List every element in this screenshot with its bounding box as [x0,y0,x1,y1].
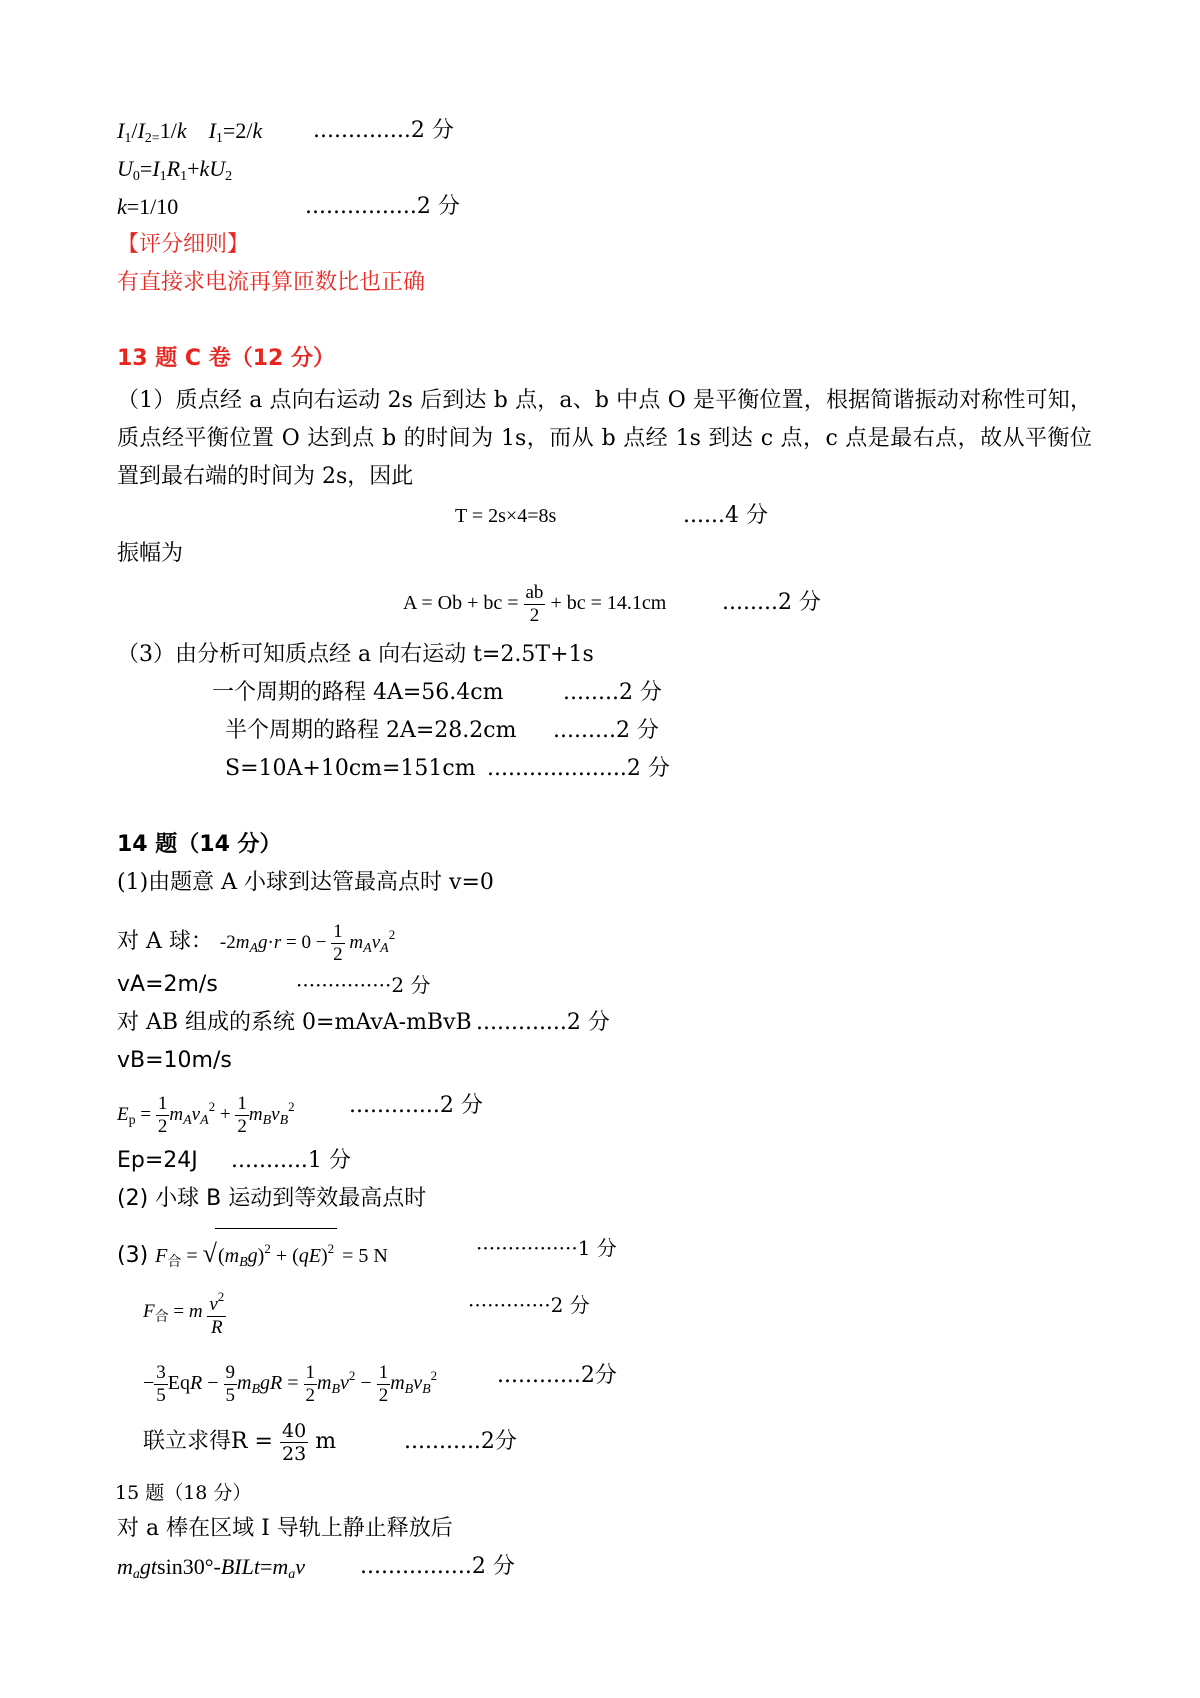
q14-part1: (1)由题意 A 小球到达管最高点时 v=0 [117,870,494,895]
q14-part3 [117,1228,388,1268]
score-2: ................2 分 [305,194,460,219]
q14-heading: 14 题（14 分） [117,832,282,857]
score-period: ......4 分 [683,503,768,528]
eq-energy-theorem-3-5: $\frac{3}{5}$ [156,1361,166,1406]
score-path-half: .........2 分 [553,718,659,743]
eq-energy-theorem-half-2: $\frac{1}{2}$ [378,1361,389,1406]
score-centripetal: ·············2 分 [468,1293,590,1317]
score-radius: ...........2分 [404,1429,517,1454]
score-energy: .............2 分 [349,1093,483,1118]
rule-text: 有直接求电流再算匝数比也正确 [117,270,426,295]
score-path-total: ....................2 分 [487,756,670,781]
q13-heading: 13 题 C 卷（12 分） [117,346,336,371]
q13-paragraph: （1）质点经 a 点向右运动 2s 后到达 b 点，a、b 中点 O 是平衡位置，根据简谐振动对称性可知，质点经平衡位置 O 达到点 b 的时间为 1s，而从 b 点经 1s 到达 c 点，c 点是最右点，故从平衡位置到最右端的时间为 2s，因此 [117,388,1092,489]
eq-q15-momentum: $m_agtsin30^\circ-BILt=m_av$ [117,1554,306,1582]
eq-voltage: $U_0=I_1R_1+kU_2$ [117,156,233,184]
eq-radius-den: 23 [282,1442,307,1465]
eq-energy-theorem-9-5: $\frac{9}{5}$ [225,1361,235,1406]
q15-part1: 对 a 棒在区域 I 导轨上静止释放后 [117,1516,453,1541]
q14-vb: vB=10m/s [117,1048,232,1073]
eq-resultant-force: $F_合 = √(m_Bg)^2 + (qE)^2 = 5$ N [155,1245,388,1267]
q14-radius-label: 联立求得R = [143,1429,273,1454]
eq-centripetal: $F_合 = m$ $\frac{v^2}{R}$ [143,1284,226,1340]
score-1: ..............2 分 [313,118,454,143]
score-ep: ...........1 分 [231,1148,351,1173]
q14-momentum: 对 AB 组成的系统 0=mAvA-mBvB [117,1010,472,1035]
q13-part3: （3）由分析可知质点经 a 向右运动 t=2.5T+1s [117,642,594,667]
eq-energy-theorem: − $\frac{3}{5}$ EqR − $\frac{9}{5}$ $m_BgR$ = $\frac{1}{2}$ $m_Bv^2$ − $\frac{1}{2}$ $m_Bv_B^2$ [143,1361,438,1406]
score-path-full: ........2 分 [563,680,662,705]
eq-amplitude-post: + bc = 14.1cm [550,592,667,614]
q14-ep: Ep=24J [117,1148,198,1173]
eq-amplitude-den: 2 [529,604,540,626]
eq-amplitude-fraction [524,582,546,627]
score-amplitude: ........2 分 [722,590,821,615]
score-energy-theorem: ............2分 [497,1363,617,1388]
score-q15-momentum: ................2 分 [360,1554,515,1579]
score-resultant-force: ················1 分 [476,1236,617,1260]
q13-path-full: 一个周期的路程 4A=56.4cm [212,680,504,705]
eq-k: k=1/10 [117,194,179,219]
eq-radius-unit: m [315,1429,337,1454]
q14-radius [143,1414,336,1470]
q14-part2: (2) 小球 B 运动到等效最高点时 [117,1186,427,1211]
eq-amplitude [403,578,666,628]
q14-part3-label: (3) [117,1243,149,1268]
score-va: ···············2 分 [296,973,431,997]
q14-ball-a [117,910,396,966]
eq-ball-a: $-2m_Ag\cdot r = 0$ − $\frac{1}{2}$ $m_Av_A^2$ [219,921,396,966]
eq-centripetal-fraction: $\frac{v^2}{R}$ [207,1286,226,1339]
q15-heading: 15 题（18 分） [115,1482,252,1504]
eq-energy-theorem-half-1: $\frac{1}{2}$ [305,1361,316,1406]
q14-ball-a-label: 对 A 球： [117,929,213,954]
amplitude-label: 振幅为 [117,541,184,566]
q13-path-half: 半个周期的路程 2A=28.2cm [225,718,517,743]
eq-period: T = 2s×4=8s [455,505,557,527]
eq-current-ratio [117,116,262,154]
eq-radius-num: 40 [282,1419,307,1442]
eq-energy-half-2: $\frac{1}{2}$ [237,1093,247,1138]
q14-va: vA=2m/s [117,972,218,997]
eq-amplitude-pre: A = Ob + bc = [403,592,519,614]
eq-radius-fraction [280,1420,308,1465]
q13-path-total: S=10A+10cm=151cm [225,756,476,781]
eq-amplitude-num: ab [525,581,544,603]
score-momentum: .............2 分 [476,1010,610,1035]
rule-heading: 【评分细则】 [117,232,250,257]
eq-current-ratio-text: $I_1/I_{2=}1/k$ $I_1=2/k$ [117,118,263,146]
eq-energy: $E_p$ = $\frac{1}{2}$ $m_Av_A^2$ + $\frac{1}{2}$ $m_Bv_B^2$ [117,1093,295,1138]
eq-ball-a-half: $\frac{1}{2}$ [333,921,343,966]
eq-energy-half-1: $\frac{1}{2}$ [157,1093,168,1138]
